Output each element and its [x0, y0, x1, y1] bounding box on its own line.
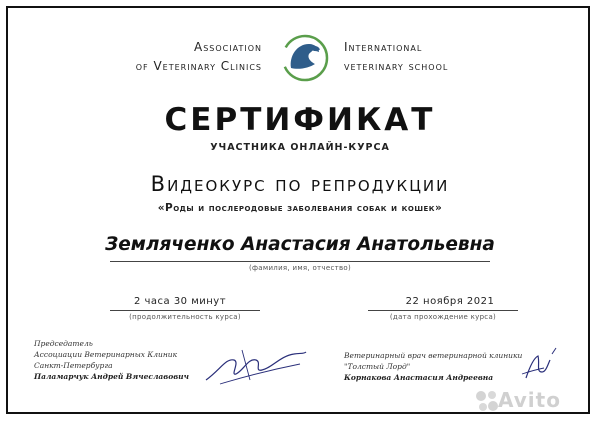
course-title: Видеокурс по репродукции [150, 172, 450, 196]
right-handwritten-signature-icon [518, 346, 568, 386]
course-topic: «Роды и послеродовые заболевания собак и кошек» [157, 202, 443, 214]
name-caption: (фамилия, имя, отчество) [248, 264, 352, 272]
avito-watermark: Avito [498, 388, 561, 412]
right-signatory-block [344, 350, 544, 383]
course-duration: 2 часа 30 минут [133, 296, 227, 307]
date-caption: (дата прохождение курса) [389, 313, 497, 321]
left-signatory-block [34, 338, 214, 382]
duration-caption: (продолжительность курса) [129, 313, 241, 321]
stylized-dog-in-circle-logo-icon [277, 32, 333, 84]
course-date: 22 ноября 2021 [405, 296, 495, 307]
association-header [92, 38, 262, 76]
recipient-name: Земляченко Анастасия Анатольевна [105, 234, 495, 255]
name-underline [110, 261, 490, 262]
left-role-line-3: Санкт-Петербурга [34, 361, 113, 370]
school-header [344, 38, 544, 76]
left-signatory-name: Паламарчук Андрей Вячеславович [34, 372, 189, 381]
certificate-title: СЕРТИФИКАТ [164, 102, 436, 138]
certificate-subtitle: УЧАСТНИКА ОНЛАЙН-КУРСА [210, 142, 390, 153]
left-role-line-1: Председатель [34, 339, 93, 348]
watermark-circles-icon [474, 388, 500, 414]
school-line-1: International [344, 40, 423, 54]
left-role-line-2: Ассоциации Ветеринарных Клиник [34, 350, 178, 359]
right-role-line-1: Ветеринарный врач ветеринарной клиники [344, 351, 523, 360]
right-role-line-2: "Толстый Лорд" [344, 362, 411, 371]
school-line-2: veterinary school [344, 59, 449, 73]
date-underline [368, 310, 518, 311]
left-handwritten-signature-icon [200, 340, 310, 390]
association-line-2: of Veterinary Clinics [135, 59, 262, 73]
duration-underline [110, 310, 260, 311]
association-line-1: Association [194, 40, 262, 54]
right-signatory-name: Корнакова Анастасия Андреевна [344, 373, 494, 382]
